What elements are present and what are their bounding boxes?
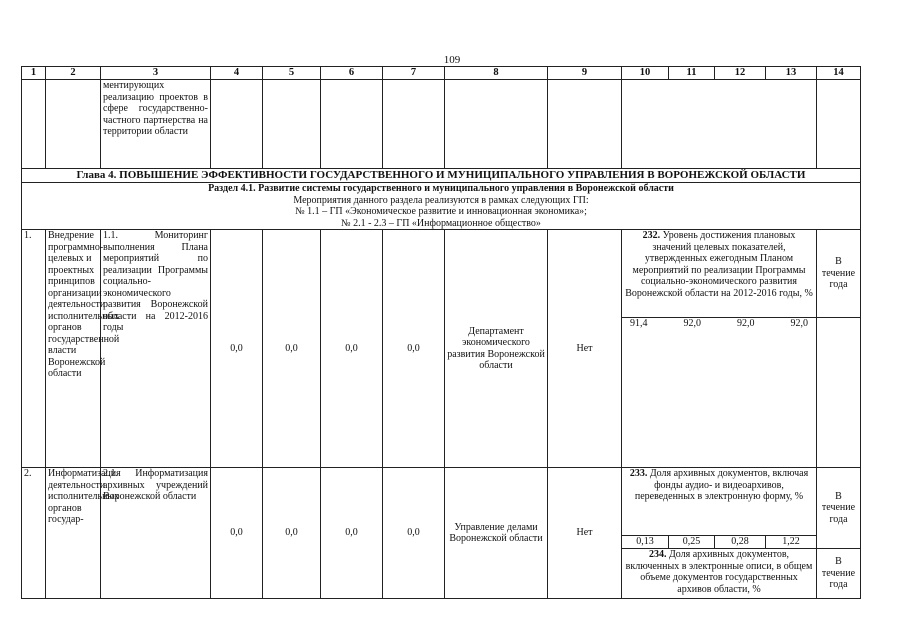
table-row <box>22 468 861 536</box>
section-line-3: № 2.1 - 2.3 – ГП «Информационное общество» <box>341 217 541 229</box>
row-c9: Нет <box>548 230 622 468</box>
row-c7: 0,0 <box>383 468 445 599</box>
row-measure: 2.1. Информатизация архивных учреждений Воронежской области <box>101 468 211 599</box>
row-term: В течение года <box>817 230 861 318</box>
value-cell: 0,28 <box>715 536 766 549</box>
page-number: 109 <box>443 54 461 66</box>
col-header: 13 <box>766 67 817 80</box>
col-header: 12 <box>715 67 766 80</box>
indicator-number: 232. <box>642 230 661 241</box>
col-header: 10 <box>622 67 669 80</box>
section-line-1: Мероприятия данного раздела реализуются в рамках следующих ГП: <box>293 194 589 206</box>
row-c6: 0,0 <box>321 468 383 599</box>
row-c5: 0,0 <box>263 468 321 599</box>
value-cell: 92,0 <box>683 318 701 329</box>
indicator-text: Доля архивных документов, включенных в электронные описи, в общем объеме документов государственных архивов области, % <box>625 549 813 595</box>
indicator <box>622 468 817 536</box>
row-executor: Управление делами Воронежской области <box>445 468 548 599</box>
section-block <box>22 183 861 230</box>
indicator <box>622 549 817 599</box>
chapter-title: Глава 4. ПОВЫШЕНИЕ ЭФФЕКТИВНОСТИ ГОСУДАРСТВЕННОГО И МУНИЦИПАЛЬНОГО УПРАВЛЕНИЯ В ВОРОНЕЖСКОЙ ОБЛАСТИ <box>22 169 861 183</box>
indicator <box>622 230 817 318</box>
continuation-row <box>22 80 861 169</box>
row-c4: 0,0 <box>211 468 263 599</box>
program-table <box>21 66 861 599</box>
col-header: 14 <box>817 67 861 80</box>
row-c4: 0,0 <box>211 230 263 468</box>
row-c7: 0,0 <box>383 230 445 468</box>
row-direction: Внедрение программно-целевых и проектных принципов организации деятельности исполнительных органов государственной власти Воронежской области <box>46 230 101 468</box>
section-title: Раздел 4.1. Развитие системы государственного и муниципального управления в Воронежской области <box>208 183 674 194</box>
row-direction: Информатизация деятельности исполнительных органов государ- <box>46 468 101 599</box>
row-number: 1. <box>22 230 46 468</box>
value-cell: 1,22 <box>766 536 817 549</box>
indicator-values <box>622 318 817 468</box>
col-header: 7 <box>383 67 445 80</box>
indicator-text: Уровень достижения плановых значений целевых показателей, утвержденных ежегодным Планом мероприятий по реализации Программы социально-экономического развития Воронежской области на 2012-2016 годы, % <box>625 230 813 299</box>
col-header: 3 <box>101 67 211 80</box>
col-header: 6 <box>321 67 383 80</box>
continuation-text: ментирующих реализацию проектов в сфере государственно-частного партнерства на территории области <box>101 80 211 169</box>
row-number: 2. <box>22 468 46 599</box>
value-cell: 0,25 <box>669 536 715 549</box>
value-cell: 0,13 <box>622 536 669 549</box>
row-c6: 0,0 <box>321 230 383 468</box>
indicator-number: 234. <box>648 549 667 560</box>
row-executor: Департамент экономического развития Воронежской области <box>445 230 548 468</box>
col-header: 9 <box>548 67 622 80</box>
row-c5: 0,0 <box>263 230 321 468</box>
value-cell: 92,0 <box>737 318 755 329</box>
section-line-2: № 1.1 – ГП «Экономическое развитие и инновационная экономика»; <box>295 206 587 217</box>
chapter-row <box>22 169 861 183</box>
row-measure: 1.1. Мониторинг выполнения Плана мероприятий по реализации Программы социально-экономического развития Воронежской области на 2012-2016 годы <box>101 230 211 468</box>
section-row <box>22 183 861 230</box>
indicator-number: 233. <box>629 468 648 479</box>
col-header: 5 <box>263 67 321 80</box>
column-header-row <box>22 67 861 80</box>
indicator-text: Доля архивных документов, включая фонды аудио- и видеоархивов, переведенных в электронную форму, % <box>634 468 809 502</box>
col-header: 2 <box>46 67 101 80</box>
value-cell: 91,4 <box>630 318 648 329</box>
col-header: 8 <box>445 67 548 80</box>
row-term: В течение года <box>817 549 861 599</box>
table-row <box>22 230 861 318</box>
row-c9: Нет <box>548 468 622 599</box>
row-term: В течение года <box>817 468 861 549</box>
value-cell: 92,0 <box>790 318 808 329</box>
col-header: 1 <box>22 67 46 80</box>
col-header: 11 <box>669 67 715 80</box>
col-header: 4 <box>211 67 263 80</box>
